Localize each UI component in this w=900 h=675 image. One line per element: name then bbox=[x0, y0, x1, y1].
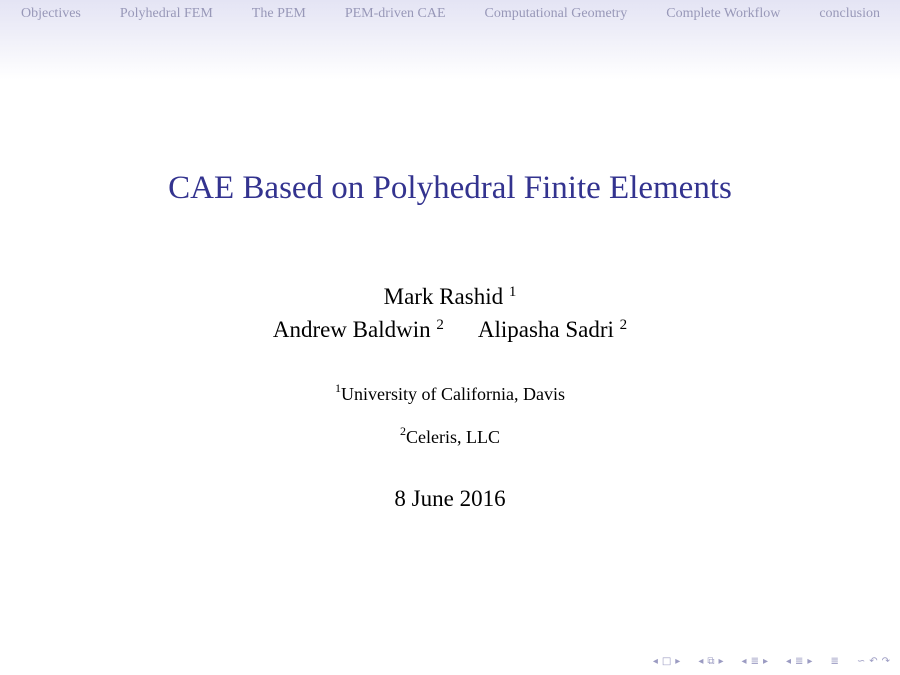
section-next-icon[interactable]: ▸ bbox=[762, 655, 768, 667]
affiliation-mark: 2 bbox=[400, 424, 406, 438]
frame-icon[interactable]: □ bbox=[661, 655, 672, 667]
nav-item-objectives[interactable]: Objectives bbox=[21, 6, 81, 21]
author-name: Andrew Baldwin bbox=[272, 317, 431, 342]
nav-item-computational-geometry[interactable]: Computational Geometry bbox=[484, 6, 628, 21]
nav-item-conclusion[interactable]: conclusion bbox=[819, 6, 880, 21]
institution-2 bbox=[0, 424, 900, 448]
presentation-date: 8 June 2016 bbox=[394, 486, 506, 511]
institution-1 bbox=[0, 381, 900, 405]
author-name: Mark Rashid bbox=[383, 284, 504, 309]
subsection-previous-icon[interactable]: ◂ bbox=[698, 655, 704, 667]
document-icon[interactable]: ≣ bbox=[795, 655, 804, 667]
frame-previous-icon[interactable]: ◂ bbox=[652, 655, 658, 667]
section-previous-icon[interactable]: ◂ bbox=[741, 655, 747, 667]
author-line-1 bbox=[0, 280, 900, 313]
affiliation-mark: 2 bbox=[619, 317, 628, 333]
affiliation-mark: 1 bbox=[335, 381, 342, 395]
institution-name: Celeris, LLC bbox=[406, 427, 500, 447]
section-navigation bbox=[0, 4, 900, 24]
institution-name: University of California, Davis bbox=[341, 384, 565, 404]
subsection-icon[interactable]: ⧉ bbox=[707, 655, 715, 667]
beamer-navigation-controls bbox=[651, 653, 892, 669]
nav-item-pem-driven-cae[interactable]: PEM-driven CAE bbox=[344, 6, 446, 21]
appendix-icon[interactable]: ≣ bbox=[830, 655, 839, 667]
nav-item-polyhedral-fem[interactable]: Polyhedral FEM bbox=[119, 6, 213, 21]
forward-icon[interactable]: ↷ bbox=[881, 655, 890, 667]
search-icon[interactable]: ∽ bbox=[856, 655, 866, 667]
affiliation-mark: 1 bbox=[508, 284, 517, 300]
document-next-icon[interactable]: ▸ bbox=[807, 655, 813, 667]
presentation-title: CAE Based on Polyhedral Finite Elements bbox=[168, 170, 732, 206]
author-block bbox=[0, 280, 900, 346]
frame-next-icon[interactable]: ▸ bbox=[675, 655, 681, 667]
nav-item-complete-workflow[interactable]: Complete Workflow bbox=[666, 6, 781, 21]
back-icon[interactable]: ↶ bbox=[869, 655, 878, 667]
affiliation-mark: 2 bbox=[436, 317, 444, 333]
nav-item-the-pem[interactable]: The PEM bbox=[251, 6, 306, 21]
document-previous-icon[interactable]: ◂ bbox=[785, 655, 792, 667]
section-icon[interactable]: ≣ bbox=[750, 655, 759, 667]
author-line-2 bbox=[0, 313, 900, 346]
subsection-next-icon[interactable]: ▸ bbox=[718, 655, 724, 667]
author-name: Alipasha Sadri bbox=[477, 317, 614, 342]
